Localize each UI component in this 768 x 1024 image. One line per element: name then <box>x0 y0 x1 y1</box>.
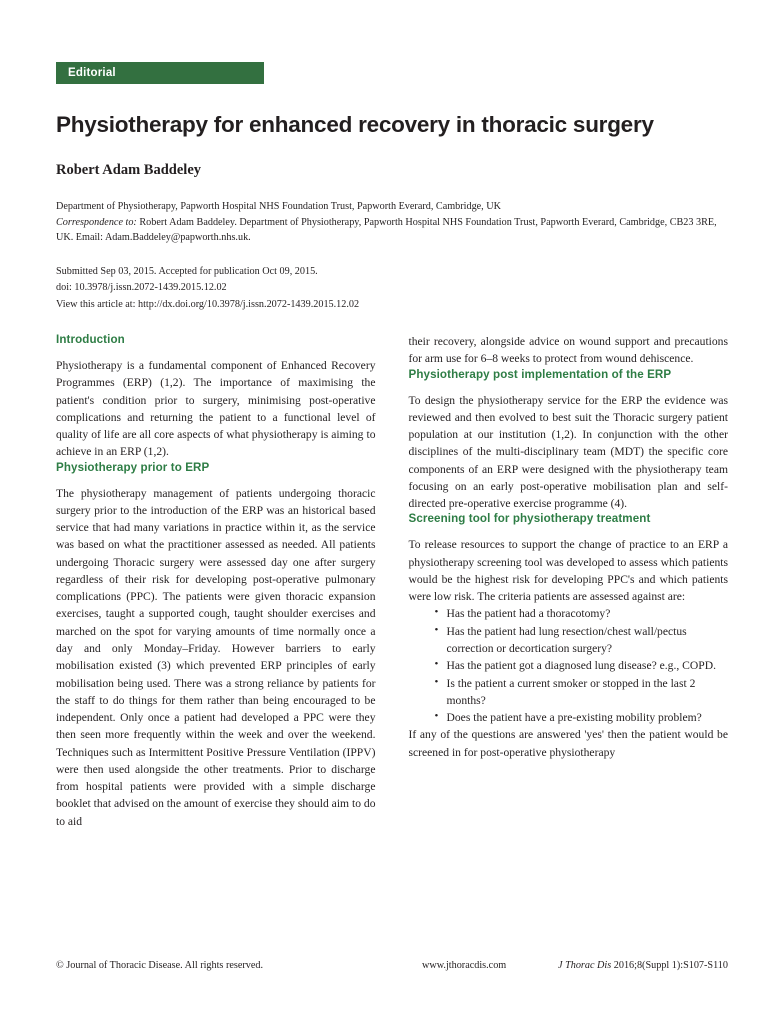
affiliation-line: Department of Physiotherapy, Papworth Hospital NHS Foundation Trust, Papworth Everard, Cambridge, UK <box>56 201 501 212</box>
author-name: Robert Adam Baddeley <box>56 162 201 178</box>
screening-tool-paragraph: To release resources to support the change of practice to an ERP a physiotherapy screening tool was developed to assess which patients would be the highest risk for developing PPC's and which patients were low risk. The criteria patients are assessed against are: <box>408 538 728 604</box>
article-type-badge: Editorial <box>56 62 264 84</box>
page-footer <box>56 960 728 971</box>
submitted-line: Submitted Sep 03, 2015. Accepted for publication Oct 09, 2015. <box>56 265 318 277</box>
page-content <box>56 0 728 1024</box>
correspondence-text: Robert Adam Baddeley. Department of Physiotherapy, Papworth Hospital NHS Foundation Trust, Papworth Everard, Cambridge, CB23 3RE, UK. Email: Adam.Baddeley@papworth.nhs.uk. <box>56 216 717 243</box>
correspondence-line <box>56 215 728 246</box>
list-item: • Does the patient have a pre-existing mobility problem? <box>435 709 729 726</box>
list-item: • Has the patient had lung resection/chest wall/pectus correction or decortication surgery? <box>435 623 729 658</box>
left-column <box>56 333 376 830</box>
section-heading-screening-tool: Screening tool for physiotherapy treatment <box>408 512 651 526</box>
footer-citation-detail: 2016;8(Suppl 1):S107-S110 <box>611 960 728 971</box>
page-title: Physiotherapy for enhanced recovery in thoracic surgery <box>56 112 654 137</box>
affiliation-block <box>56 199 728 246</box>
post-implementation-paragraph: To design the physiotherapy service for the ERP the evidence was reviewed and then evolved to best suit the Thoracic surgery patient population at our institution (1,2). In conjunction with the other disciplines of the multi-disciplinary team (MDT) the specific core components of an ERP were designed with the physiotherapy team focusing on an early post-operative mobilisation plan and self-directed pre-operative exercise programme (4). <box>408 393 728 511</box>
list-item: • Is the patient a current smoker or stopped in the last 2 months? <box>435 675 729 710</box>
criteria-list <box>409 605 729 726</box>
right-column <box>409 333 729 830</box>
two-column-body <box>56 333 728 830</box>
closing-paragraph: If any of the questions are answered 'yes' then the patient would be screened in for post-operative physiotherapy <box>408 728 728 759</box>
doi-line: doi: 10.3978/j.issn.2072-1439.2015.12.02 <box>56 282 227 294</box>
introduction-paragraph: Physiotherapy is a fundamental component of Enhanced Recovery Programmes (ERP) (1,2). The importance of maximising the patient's condition prior to surgery, minimising post-operative complications and returning the patient to a functional level of quality of life are all core aspects of what physiotherapy is aiming to achieve in an ERP (1,2). <box>56 359 376 459</box>
correspondence-label: Correspondence to: <box>56 216 137 228</box>
list-item: • Has the patient had a thoracotomy? <box>435 605 729 622</box>
section-heading-post-implementation: Physiotherapy post implementation of the ERP <box>408 367 672 381</box>
footer-citation <box>548 960 728 971</box>
continuation-paragraph: their recovery, alongside advice on wound support and precautions for arm use for 6–8 weeks to protect from wound dehiscence. <box>408 335 728 366</box>
view-article-link[interactable]: View this article at: http://dx.doi.org/10.3978/j.issn.2072-1439.2015.12.02 <box>56 298 360 310</box>
prior-to-erp-paragraph: The physiotherapy management of patients undergoing thoracic surgery prior to the introduction of the ERP was an historical based service that had many variations in practice within it, as the service was based on what the practitioner assessed as needed. All patients undergoing Thoracic surgery were assessed day one after surgery regardless of their risk for developing post-operative pulmonary complications (PPC). The patients were given thoracic expansion exercises, taught a supported cough, taught shoulder exercises and marched on the spot for varying amounts of time normally once a day and only Monday–Friday. However barriers to early mobilisation existed (3) which prevented ERP principles of early mobilisation being used. There was a strong reliance by patients for the staff to do things for them rather than being encouraged to be independent. Only once a patient had developed a PPC were they then seen more frequently within the week and over the weekend. Techniques such as Intermittent Positive Pressure Ventilation (IPPV) were then used alongside the other treatments. Prior to discharge from hospital patients were provided with a simple discharge booklet that advised on the amount of exercise they should aim to do to aid <box>56 486 376 828</box>
section-heading-introduction: Introduction <box>56 333 125 346</box>
footer-journal-title: J Thorac Dis <box>558 960 612 971</box>
footer-website[interactable]: www.jthoracdis.com <box>422 960 507 971</box>
publication-meta <box>56 264 728 314</box>
footer-copyright: © Journal of Thoracic Disease. All rights reserved. <box>56 960 263 971</box>
list-item: • Has the patient got a diagnosed lung disease? e.g., COPD. <box>435 657 729 674</box>
section-heading-physiotherapy-prior-to-erp: Physiotherapy prior to ERP <box>56 460 210 474</box>
